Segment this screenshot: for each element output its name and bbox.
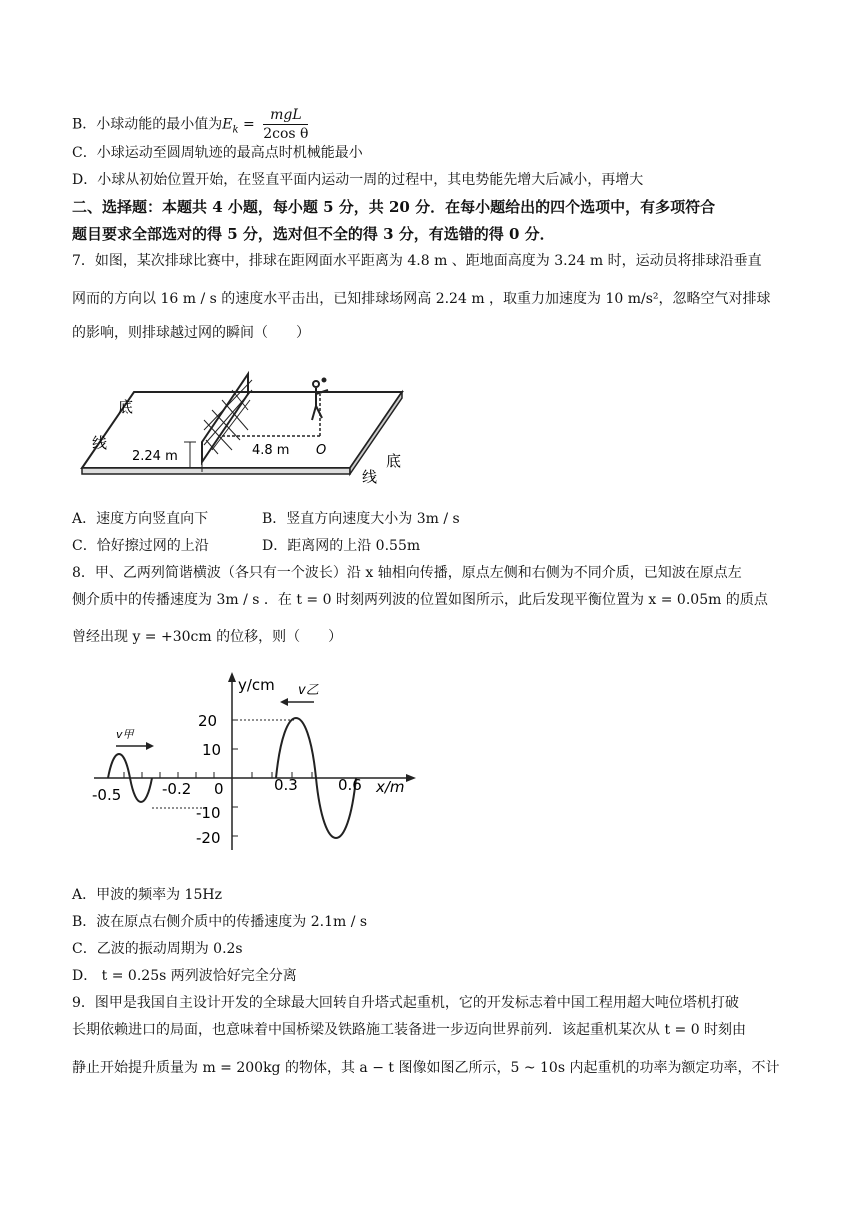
x-tick-label: -0.2 [162, 780, 192, 798]
q8-stem-line1: 8．甲、乙两列简谐横波（各只有一个波长）沿 x 轴相向传播，原点左侧和右侧为不同介质，已知波在原点左 [72, 565, 742, 581]
q9-stem-line2: 长期依赖进口的局面，也意味着中国桥梁及铁路施工装备进一步迈向世界前列．该起重机某次从 t = 0 时刻由 [72, 1022, 747, 1038]
ek-symbol: E [222, 116, 233, 133]
point-o-label: O [316, 443, 327, 458]
y-tick-label: 10 [202, 741, 222, 759]
q8-option-c: C．乙波的振动周期为 0.2s [72, 941, 243, 957]
q9-stem-line3: 静止开始提升质量为 m = 200kg 的物体，其 a − t 图像如图乙所示，5 ~ 10s 内起重机的功率为额定功率，不计 [72, 1060, 780, 1076]
y-axis-label: y/cm [238, 676, 275, 694]
q9-stem-line1: 9．图甲是我国自主设计开发的全球最大回转自升塔式起重机，它的开发标志着中国工程用超大吨位塔机打破 [72, 995, 739, 1011]
q8-stem-line2: 侧介质中的传播速度为 3m / s ．在 t = 0 时刻两列波的位置如图所示，此后发现平衡位置为 x = 0.05m 的质点 [72, 592, 768, 608]
fraction-denominator: 2cos θ [263, 126, 309, 142]
x-axis-label: x/m [376, 778, 405, 796]
x-tick-label: 0.6 [338, 776, 362, 794]
net-height-label: 2.24 m [132, 449, 178, 464]
baseline-label-right-bottom: 线 [362, 468, 378, 486]
wave-figure [86, 668, 426, 858]
q8-option-b: B．波在原点右侧介质中的传播速度为 2.1m / s [72, 914, 368, 930]
velocity-yi-label: v乙 [298, 683, 319, 698]
x-tick-label: -0.5 [92, 786, 122, 804]
q7-stem-line1: 7．如图，某次排球比赛中，排球在距网面水平距离为 4.8 m 、距地面高度为 3.24 m 时，运动员将排球沿垂直 [72, 253, 762, 269]
q7-option-a: A．速度方向竖直向下 [72, 511, 209, 527]
q7-stem-line2: 网而的方向以 16 m / s 的速度水平击出，已知排球场网高 2.24 m ，取重力加速度为 10 m/s²，忽略空气对排球 [72, 291, 771, 307]
ek-subscript: k [232, 124, 239, 136]
section2-header-line2: 题目要求全部选对的得 5 分，选对但不全的得 3 分，有选错的得 0 分． [72, 225, 555, 243]
q6-option-d: D．小球从初始位置开始，在竖直平面内运动一周的过程中，其电势能先增大后减小，再增大 [72, 172, 644, 188]
baseline-label-left: 线 [92, 434, 108, 452]
velocity-jia-label: v甲 [116, 728, 134, 741]
kinetic-energy-fraction [263, 106, 308, 143]
x-tick-label: 0.3 [274, 776, 298, 794]
section2-header-line1: 二、选择题：本题共 4 小题，每小题 5 分，共 20 分．在每小题给出的四个选项中，有多项符合 [72, 198, 716, 216]
q8-option-d: D． t = 0.25s 两列波恰好完全分离 [72, 968, 297, 984]
q6-option-b-prefix: B．小球动能的最小值为 [72, 116, 223, 133]
q7-stem-line3: 的影响，则排球越过网的瞬间（ ） [72, 325, 310, 341]
horizontal-distance-label: 4.8 m [252, 443, 290, 458]
y-tick-label: -10 [196, 804, 221, 822]
q7-option-c: C．恰好擦过网的上沿 [72, 538, 209, 554]
baseline-label-top: 底 [118, 398, 134, 416]
q8-stem-line3: 曾经出现 y = +30cm 的位移，则（ ） [72, 629, 343, 645]
volleyball-court-figure [72, 350, 412, 500]
q7-option-b: B．竖直方向速度大小为 3m / s [262, 511, 460, 527]
q6-option-c: C．小球运动至圆周轨迹的最高点时机械能最小 [72, 145, 363, 161]
q6-option-b [72, 106, 308, 143]
x-tick-label: 0 [214, 780, 224, 798]
q7-option-d: D．距离网的上沿 0.55m [262, 538, 421, 554]
baseline-label-right-top: 底 [386, 452, 402, 470]
y-tick-label: -20 [196, 829, 221, 847]
fraction-numerator: mgL [263, 106, 308, 125]
volleyball-net [202, 374, 252, 472]
y-tick-label: 20 [198, 712, 218, 730]
equals-sign: = [243, 116, 255, 133]
q8-option-a: A．甲波的频率为 15Hz [72, 887, 222, 903]
